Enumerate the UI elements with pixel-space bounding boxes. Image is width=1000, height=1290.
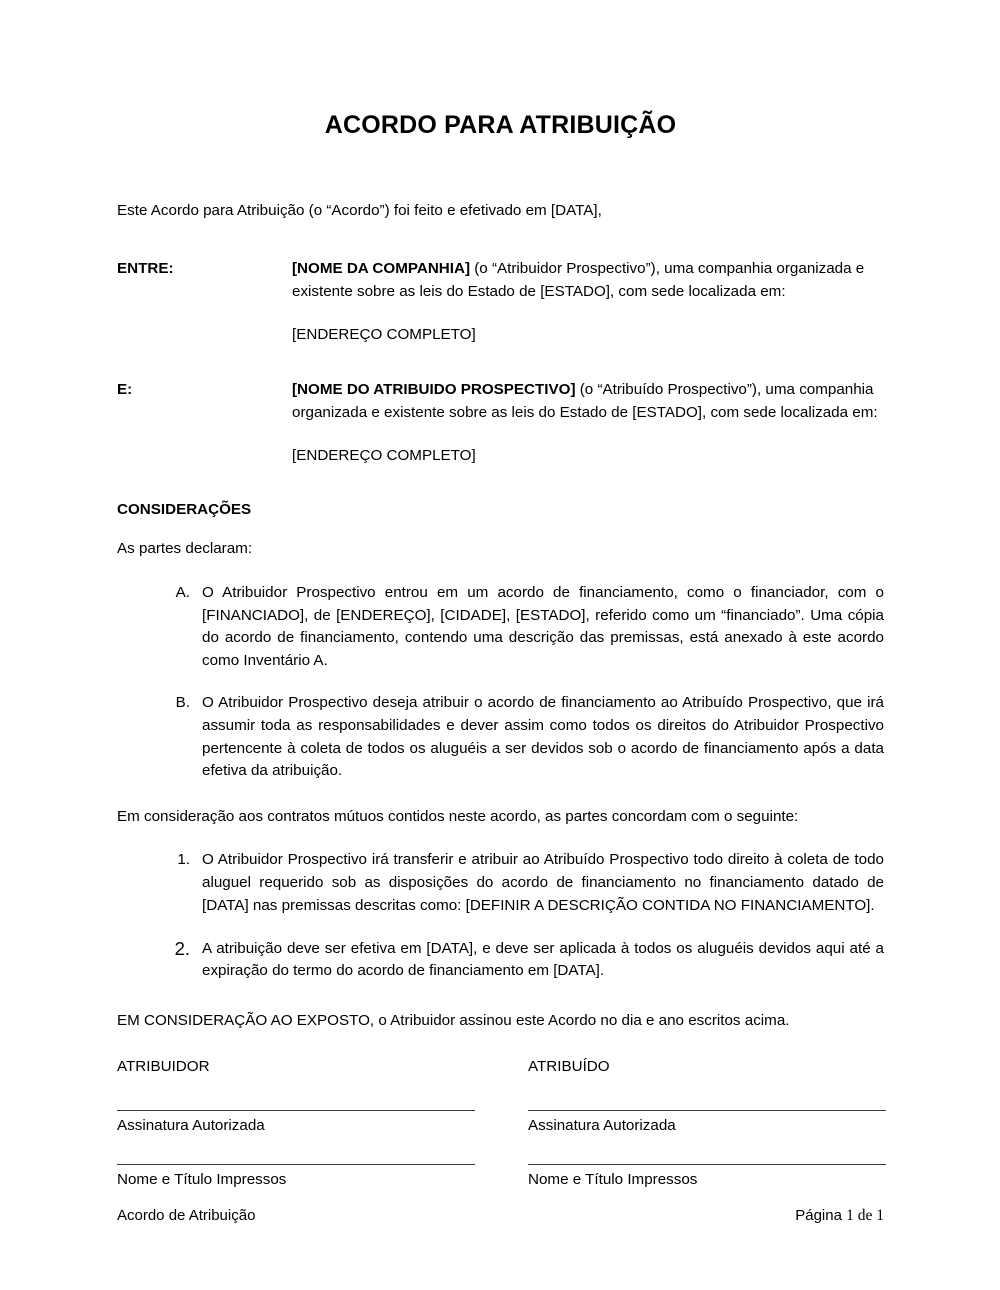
signature-column-assignor <box>117 1056 475 1191</box>
party-body-between <box>292 258 884 346</box>
party-label-between: ENTRE: <box>117 260 174 278</box>
assignee-name-placeholder: [NOME DO ATRIBUIDO PROSPECTIVO] <box>292 381 576 399</box>
page-footer <box>117 1207 884 1225</box>
list-item <box>117 692 884 783</box>
signature-role-label: ATRIBUIDOR <box>117 1058 210 1076</box>
footer-page-number: 1 de 1 <box>846 1207 884 1224</box>
company-name-placeholder: [NOME DA COMPANHIA] <box>292 260 471 278</box>
footer-page-indicator <box>795 1207 884 1225</box>
footer-document-name: Acordo de Atribuição <box>117 1207 256 1224</box>
list-item-text: O Atribuidor Prospectivo irá transferir e atribuir ao Atribuído Prospectivo todo direito à coleta de todo aluguel requerido sob as disposições do acordo de financiamento no financiamento datado de [DATA] nas premissas descritas como: [DEFINIR A DESCRIÇÃO CONTIDA NO FINANCIAMENTO]. <box>202 851 884 914</box>
list-item-text: O Atribuidor Prospectivo deseja atribuir o acordo de financiamento ao Atribuído Prospectivo, que irá assumir toda as responsabilidades e dever assim como todos os direitos do Atribuidor Prospectivo pertencente à coleta de todos os aluguéis a ser devidos sob o acordo de financiamento após a data efetiva da atribuição. <box>202 694 884 780</box>
section-heading-consideracoes: CONSIDERAÇÕES <box>117 500 252 518</box>
signature-caption: Assinatura Autorizada <box>528 1117 676 1135</box>
party-label-and: E: <box>117 381 133 399</box>
intro-paragraph: Este Acordo para Atribuição (o “Acordo”) foi feito e efetivado em [DATA], <box>117 202 602 219</box>
signature-role-label: ATRIBUÍDO <box>528 1058 610 1076</box>
list-marker: B. <box>175 694 190 712</box>
signature-column-assignee <box>528 1056 886 1191</box>
list-item <box>117 938 884 984</box>
party-row-and <box>117 379 884 467</box>
assignee-description: (o “Atribuído Prospectivo”), uma companhia organizada e existente sobre as leis do Estado de [ESTADO], com sede localizada em: <box>292 381 878 422</box>
document-content <box>117 0 884 1191</box>
recitals-lead: As partes declaram: <box>117 539 253 557</box>
agreement-lead-paragraph: Em consideração aos contratos mútuos contidos neste acordo, as partes concordam com o seguinte: <box>117 808 799 826</box>
signature-block <box>117 1032 884 1191</box>
list-item <box>117 849 884 917</box>
signature-caption: Assinatura Autorizada <box>117 1117 265 1135</box>
list-marker: 1. <box>177 851 190 869</box>
list-marker: A. <box>175 583 190 601</box>
printed-name-caption: Nome e Título Impressos <box>117 1171 287 1189</box>
party-body-and <box>292 379 884 467</box>
closing-paragraph: EM CONSIDERAÇÃO AO EXPOSTO, o Atribuidor assinou este Acordo no dia e ano escritos acima. <box>117 1012 790 1030</box>
footer-page-label: Página <box>795 1207 847 1224</box>
assignor-description: (o “Atribuidor Prospectivo”), uma companhia organizada e existente sobre as leis do Estado de [ESTADO], com sede localizada em: <box>292 260 865 300</box>
list-item-text: O Atribuidor Prospectivo entrou em um acordo de financiamento, como o financiador, com o [FINANCIADO], de [ENDEREÇO], [CIDADE], [ESTADO], referido como um “financiado”. Uma cópia do acordo de financiamento, contendo uma descrição das premissas, está anexado à este acordo como Inventário A. <box>202 583 884 670</box>
page-title: ACORDO PARA ATRIBUIÇÃO <box>324 111 677 139</box>
list-marker: 2. <box>174 937 190 959</box>
assignor-address-placeholder: [ENDEREÇO COMPLETO] <box>292 325 476 343</box>
list-item <box>117 582 884 673</box>
clauses-list <box>117 828 884 983</box>
list-item-text: A atribuição deve ser efetiva em [DATA], e deve ser aplicada à todos os aluguéis devidos aqui até a expiração do termo do acordo de financiamento em [DATA]. <box>202 939 884 980</box>
printed-name-caption: Nome e Título Impressos <box>528 1171 698 1189</box>
assignee-address-placeholder: [ENDEREÇO COMPLETO] <box>292 447 476 465</box>
party-row-between <box>117 258 884 346</box>
recitals-list <box>117 560 884 783</box>
